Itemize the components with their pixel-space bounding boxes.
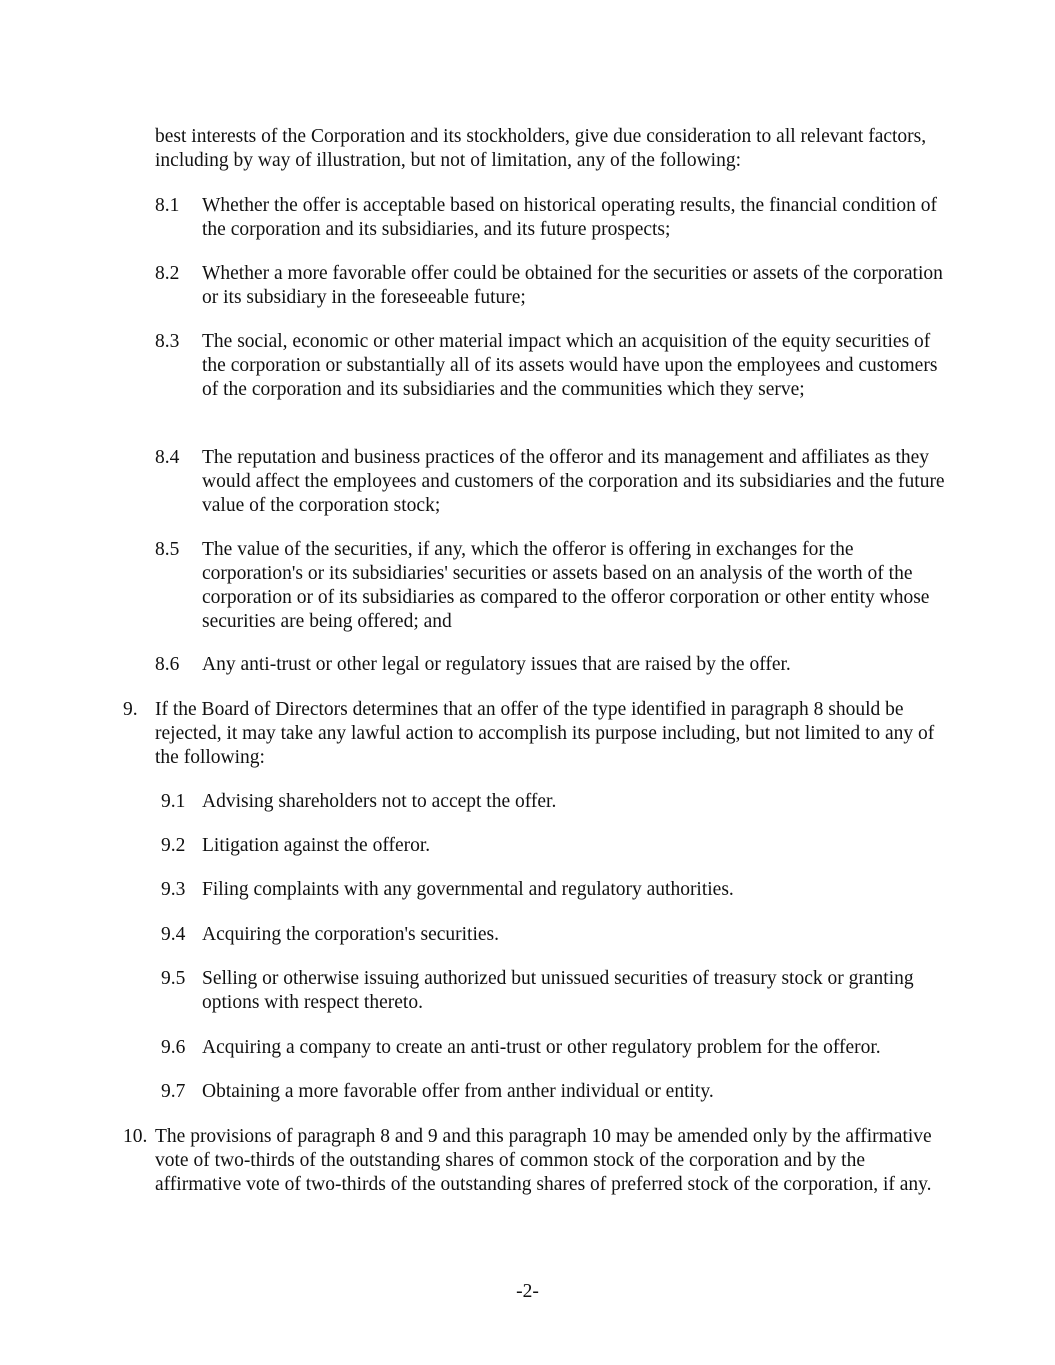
item-text: Litigation against the offeror. — [202, 835, 431, 856]
paragraph-number: 10. — [123, 1126, 148, 1147]
list-item-9-6 — [155, 1036, 955, 1060]
paragraph-10 — [123, 1125, 955, 1197]
item-text: The social, economic or other material impact which an acquisition of the equity securities of the corporation or substantially all of its assets would have upon the employees and customers of the corporation and its subsidiaries and the communities which they serve; — [202, 331, 938, 400]
item-number: 9.2 — [161, 835, 186, 856]
item-number: 9.7 — [161, 1081, 186, 1102]
item-text: Selling or otherwise issuing authorized but unissued securities of treasury stock or granting options with respect thereto. — [202, 968, 914, 1013]
list-item-9-3 — [155, 878, 955, 902]
item-text: Whether the offer is acceptable based on historical operating results, the financial condition of the corporation and its subsidiaries, and its future prospects; — [202, 195, 937, 240]
list-item-8-1 — [155, 194, 955, 242]
item-text: Advising shareholders not to accept the offer. — [202, 791, 557, 812]
item-number: 8.4 — [155, 447, 180, 468]
item-text: The reputation and business practices of the offeror and its management and affiliates as they would affect the employees and customers of the corporation and its subsidiaries and the future value of the corporation stock; — [202, 447, 945, 516]
list-item-8-6 — [155, 653, 955, 677]
list-item-8-4 — [155, 446, 955, 518]
item-number: 8.1 — [155, 195, 180, 216]
item-number: 8.3 — [155, 331, 180, 352]
item-text: The value of the securities, if any, which the offeror is offering in exchanges for the corporation's or its subsidiaries' securities or assets based on an analysis of the worth of the corporation or of its subsidiaries as compared to the offeror corporation or other entity whose securities are being offered; and — [202, 539, 930, 632]
list-item-9-5 — [155, 967, 955, 1015]
item-text: Obtaining a more favorable offer from anther individual or entity. — [202, 1081, 714, 1102]
list-item-9-4 — [155, 923, 955, 947]
list-item-9-7 — [155, 1080, 955, 1104]
item-number: 9.1 — [161, 791, 186, 812]
item-number: 8.5 — [155, 539, 180, 560]
list-item-9-2 — [155, 834, 955, 858]
page-number: -2- — [516, 1281, 539, 1302]
item-number: 9.5 — [161, 968, 186, 989]
item-text: Acquiring a company to create an anti-trust or other regulatory problem for the offeror. — [202, 1037, 881, 1058]
paragraph-text: The provisions of paragraph 8 and 9 and this paragraph 10 may be amended only by the affirmative vote of two-thirds of the outstanding shares of common stock of the corporation and by the affirmative vote of two-thirds of the outstanding shares of preferred stock of the corporation, if any. — [155, 1126, 932, 1195]
item-number: 9.3 — [161, 879, 186, 900]
item-text: Any anti-trust or other legal or regulatory issues that are raised by the offer. — [202, 654, 791, 675]
item-text: Filing complaints with any governmental and regulatory authorities. — [202, 879, 734, 900]
list-item-8-2 — [155, 262, 955, 310]
intro-paragraph: best interests of the Corporation and its stockholders, give due consideration to all relevant factors, including by way of illustration, but not of limitation, any of the following: — [155, 126, 927, 171]
item-number: 9.6 — [161, 1037, 186, 1058]
item-text: Acquiring the corporation's securities. — [202, 924, 500, 945]
item-text: Whether a more favorable offer could be obtained for the securities or assets of the corporation or its subsidiary in the foreseeable future; — [202, 263, 943, 308]
item-number: 8.6 — [155, 654, 180, 675]
paragraph-number: 9. — [123, 699, 138, 720]
item-number: 8.2 — [155, 263, 180, 284]
list-item-8-5 — [155, 538, 955, 634]
paragraph-text: If the Board of Directors determines that an offer of the type identified in paragraph 8 should be rejected, it may take any lawful action to accomplish its purpose including, but not limited to any of the following: — [155, 699, 935, 768]
list-item-9-1 — [155, 790, 955, 814]
item-number: 9.4 — [161, 924, 186, 945]
list-item-8-3 — [155, 330, 955, 402]
paragraph-9 — [123, 698, 955, 770]
